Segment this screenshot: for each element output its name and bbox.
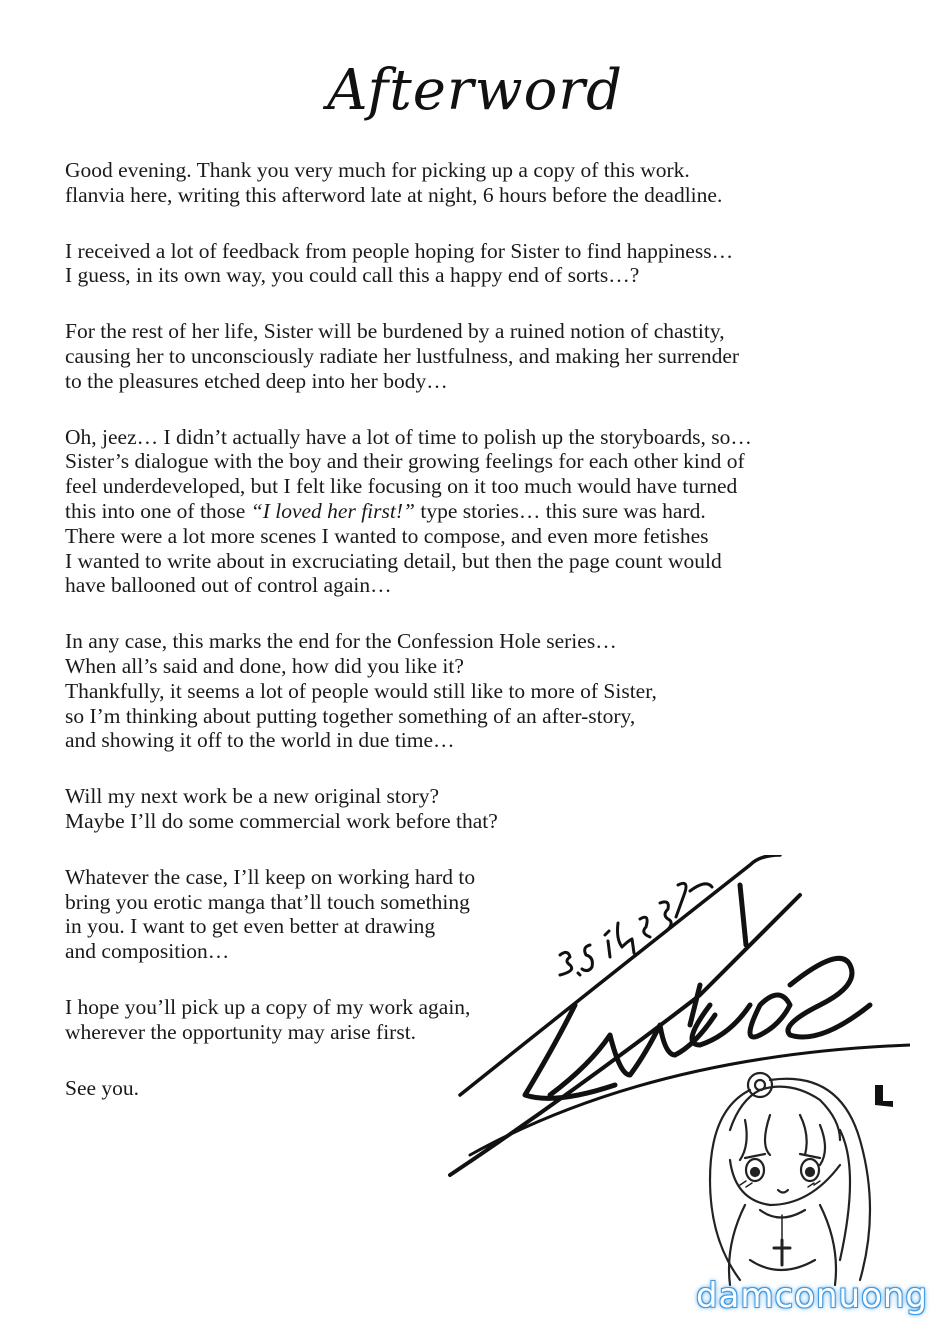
text-line: Maybe I’ll do some commercial work before that? xyxy=(65,808,498,833)
text-line: There were a lot more scenes I wanted to compose, and even more fetishes xyxy=(65,523,709,548)
text-line: When all’s said and done, how did you like it? xyxy=(65,653,464,678)
watermark: damconuong xyxy=(695,1276,928,1316)
text-line: wherever the opportunity may arise first. xyxy=(65,1019,417,1044)
text-line: See you. xyxy=(65,1075,140,1100)
text-line: feel underdeveloped, but I felt like focusing on it too much would have turned xyxy=(65,474,738,499)
text-line: to the pleasures etched deep into her body… xyxy=(65,368,448,393)
text-line: Will my next work be a new original story? xyxy=(65,784,440,809)
paragraph-3 xyxy=(65,319,845,393)
paragraph-2 xyxy=(65,239,845,289)
chibi-character-icon xyxy=(690,1010,910,1295)
text-line: For the rest of her life, Sister will be burdened by a ruined notion of chastity, xyxy=(65,319,725,344)
text-line: Whatever the case, I’ll keep on working hard to xyxy=(65,864,476,889)
paragraph-4 xyxy=(65,425,845,599)
text-line: flanvia here, writing this afterword late at night, 6 hours before the deadline. xyxy=(65,182,723,207)
text-line: have ballooned out of control again… xyxy=(65,573,392,598)
paragraph-5 xyxy=(65,629,845,753)
text-fragment: type stories… this sure was hard. xyxy=(414,498,706,523)
text-line: I wanted to write about in excruciating detail, but then the page count would xyxy=(65,548,722,573)
text-line: in you. I want to get even better at drawing xyxy=(65,914,436,939)
text-line-mixed xyxy=(65,499,845,524)
text-line: In any case, this marks the end for the Confession Hole series… xyxy=(65,629,617,654)
paragraph-6 xyxy=(65,784,845,834)
text-line: Sister’s dialogue with the boy and their growing feelings for each other kind of xyxy=(65,449,745,474)
text-line: and showing it off to the world in due time… xyxy=(65,728,455,753)
paragraph-1 xyxy=(65,158,845,208)
text-line: Good evening. Thank you very much for picking up a copy of this work. xyxy=(65,158,690,182)
text-line: I received a lot of feedback from people hoping for Sister to find happiness… xyxy=(65,238,734,263)
text-line: so I’m thinking about putting together something of an after-story, xyxy=(65,703,636,728)
text-line: causing her to unconsciously radiate her lustfulness, and making her surrender xyxy=(65,343,740,368)
text-line: Thankfully, it seems a lot of people would still like to more of Sister, xyxy=(65,678,657,703)
text-line: Oh, jeez… I didn’t actually have a lot of time to polish up the storyboards, so… xyxy=(65,424,752,449)
text-fragment: this into one of those xyxy=(65,498,251,523)
text-line: bring you erotic manga that’ll touch something xyxy=(65,889,470,914)
page-title: Afterword xyxy=(327,58,623,123)
text-line: I guess, in its own way, you could call this a happy end of sorts…? xyxy=(65,263,640,288)
emphasis-text: “I loved her first!” xyxy=(250,498,415,523)
text-line: I hope you’ll pick up a copy of my work again, xyxy=(65,994,471,1019)
text-line: and composition… xyxy=(65,939,230,964)
